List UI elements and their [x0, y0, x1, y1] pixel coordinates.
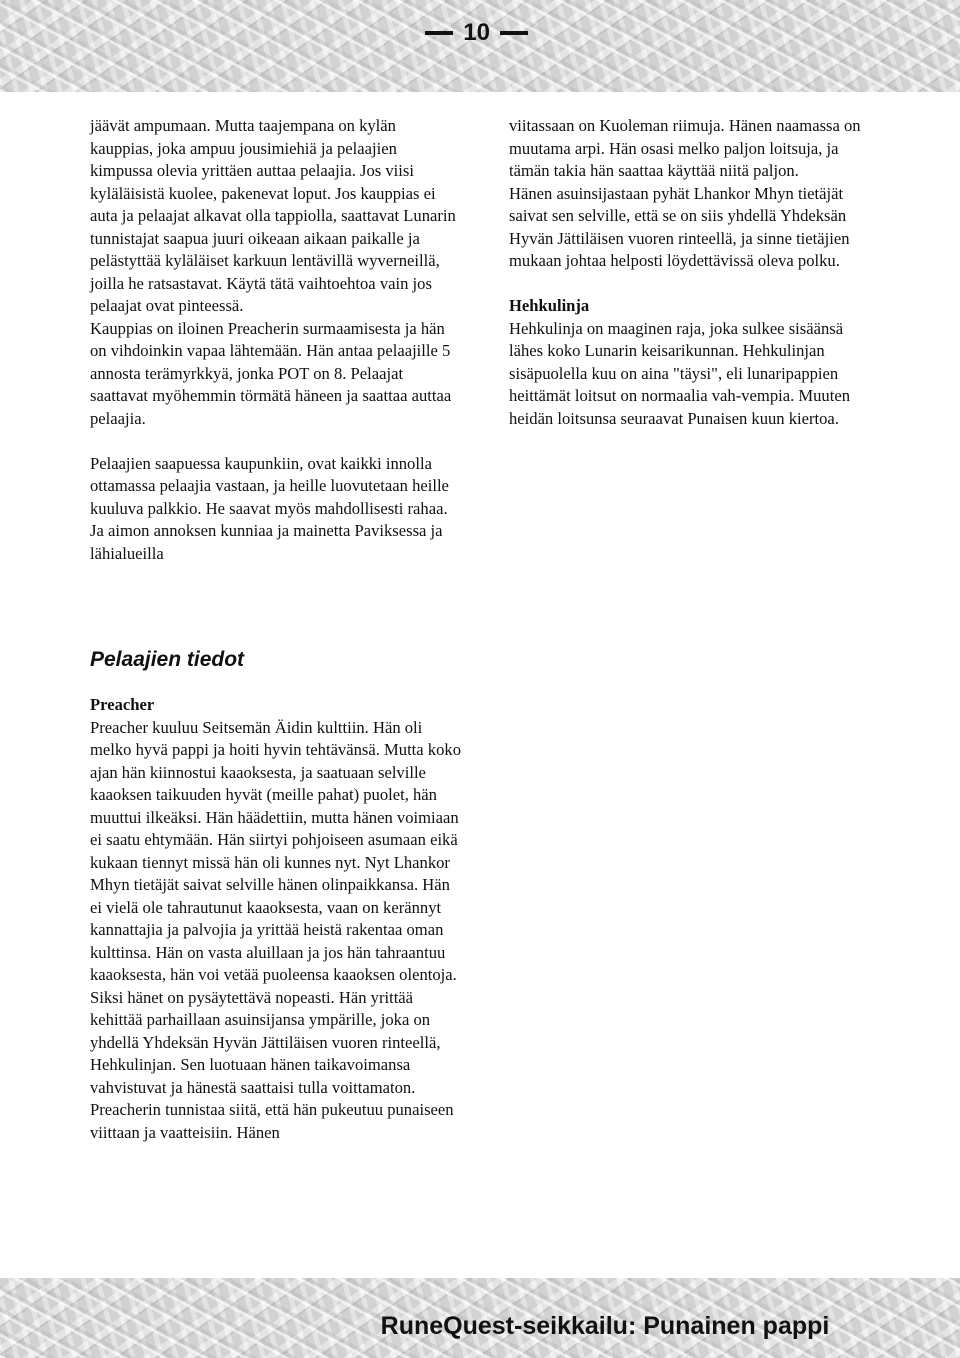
paragraph: Hänen asuinsijastaan pyhät Lhankor Mhyn tietäjät saivat sen selville, että se on siis yhdellä Yhdeksän Hyvän Jättiläisen vuoren rinteellä, ja sinne tietäjien mukaan johtaa helposti löydettävissä oleva polku. — [509, 183, 850, 270]
right-column — [509, 115, 881, 430]
left-column — [90, 115, 462, 565]
paragraph: Preacher kuuluu Seitsemän Äidin kulttiin. Hän oli melko hyvä pappi ja hoiti hyvin tehtävänsä. Mutta koko ajan hän kiinnostui kaaoksesta, ja saatuaan selville kaaoksen taikuuden hyvät (meille pahat) puolet, hän muuttui ilkeäksi. Hän häädettiin, mutta hänen voimiaan ei saatu ehtymään. Hän siirtyi pohjoiseen asumaan eikä kukaan tiennyt missä hän oli kunnes nyt. Nyt Lhankor Mhyn tietäjät saivat selville hänen olinpaikkansa. Hän ei vielä ole tahrautunut kaaoksesta, vaan on kerännyt kannattajia ja palvojia ja yrittää heistä rakentaa oman kulttinsa. Hän on vasta aluillaan ja jos hän tahraantuu kaaoksesta, hän voi vetää puoleensa kaaoksen olentoja. Siksi hänet on pysäytettävä nopeasti. Hän yrittää kehittää parhaillaan asuinsijansa ympärille, joka on yhdellä Yhdeksän Hyvän Jättiläisen vuoren rinteellä, Hehkulinjan. Sen luotuaan hänen taikavoimansa vahvistuvat ja hänestä saattaisi tulla voittamaton. — [90, 717, 461, 1097]
page-number-bar-left — [425, 31, 453, 35]
paragraph: Preacherin tunnistaa siitä, että hän pukeutuu punaiseen viittaan ja vaatteisiin. Hänen — [90, 1100, 454, 1142]
page-number-bar-right — [500, 31, 528, 35]
paragraph: Kauppias on iloinen Preacherin surmaamisesta ja hän on vihdoinkin vapaa lähtemään. Hän antaa pelaajille 5 annosta terämyrkkyä, jonka POT on 8. Pelaajat saattavat myöhemmin törmätä häneen ja saattaa auttaa pelaajia. — [90, 318, 452, 428]
preacher-heading: Preacher — [90, 695, 155, 714]
preacher-section — [90, 694, 462, 1144]
paragraph: jäävät ampumaan. Mutta taajempana on kylän kauppias, joka ampuu jousimiehiä ja pelaajien kimpussa olevia yrittäen auttaa pelaajia. Jos viisi kyläläisistä kuolee, pakenevat loput. Jos kauppias ei auta ja pelaajat alkavat olla tappiolla, saattavat Lunarin tunnistajat saapua juuri oikeaan aikaan paikalle ja pelästyttää kyläläiset karkuun lentävillä wyverneillä, joilla he ratsastavat. Käytä tätä vaihtoehtoa vain jos pelaajat ovat pinteessä. — [90, 116, 456, 315]
section-title: Pelaajien tiedot — [90, 648, 245, 671]
footer-title — [0, 1312, 960, 1341]
paragraph: Hehkulinja on maaginen raja, joka sulkee sisäänsä lähes koko Lunarin keisarikunnan. Hehkulinjan sisäpuolella kuu on aina "täysi", eli lunaripappien heittämät loitsut on normaalia vah-vempia. Muuten heidän loitsunsa seuraavat Punaisen kuun kiertoa. — [509, 318, 851, 428]
footer-title-text: RuneQuest-seikkailu: Punainen pappi — [380, 1312, 830, 1340]
page-number — [0, 18, 960, 48]
paragraph: Pelaajien saapuessa kaupunkiin, ovat kaikki innolla ottamassa pelaajia vastaan, ja heille luovutetaan heille kuuluva palkkio. He saavat myös mahdollisesti rahaa. Ja aimon annoksen kunniaa ja mainetta Paviksessa ja lähialueilla — [90, 453, 449, 563]
page-number-text: 10 — [463, 19, 490, 46]
hehkulinja-heading: Hehkulinja — [509, 296, 590, 315]
paragraph: viitassaan on Kuoleman riimuja. Hänen naamassa on muutama arpi. Hän osasi melko paljon loitsuja, ja tämän takia hän saattaa käyttää niitä paljon. — [509, 116, 861, 180]
